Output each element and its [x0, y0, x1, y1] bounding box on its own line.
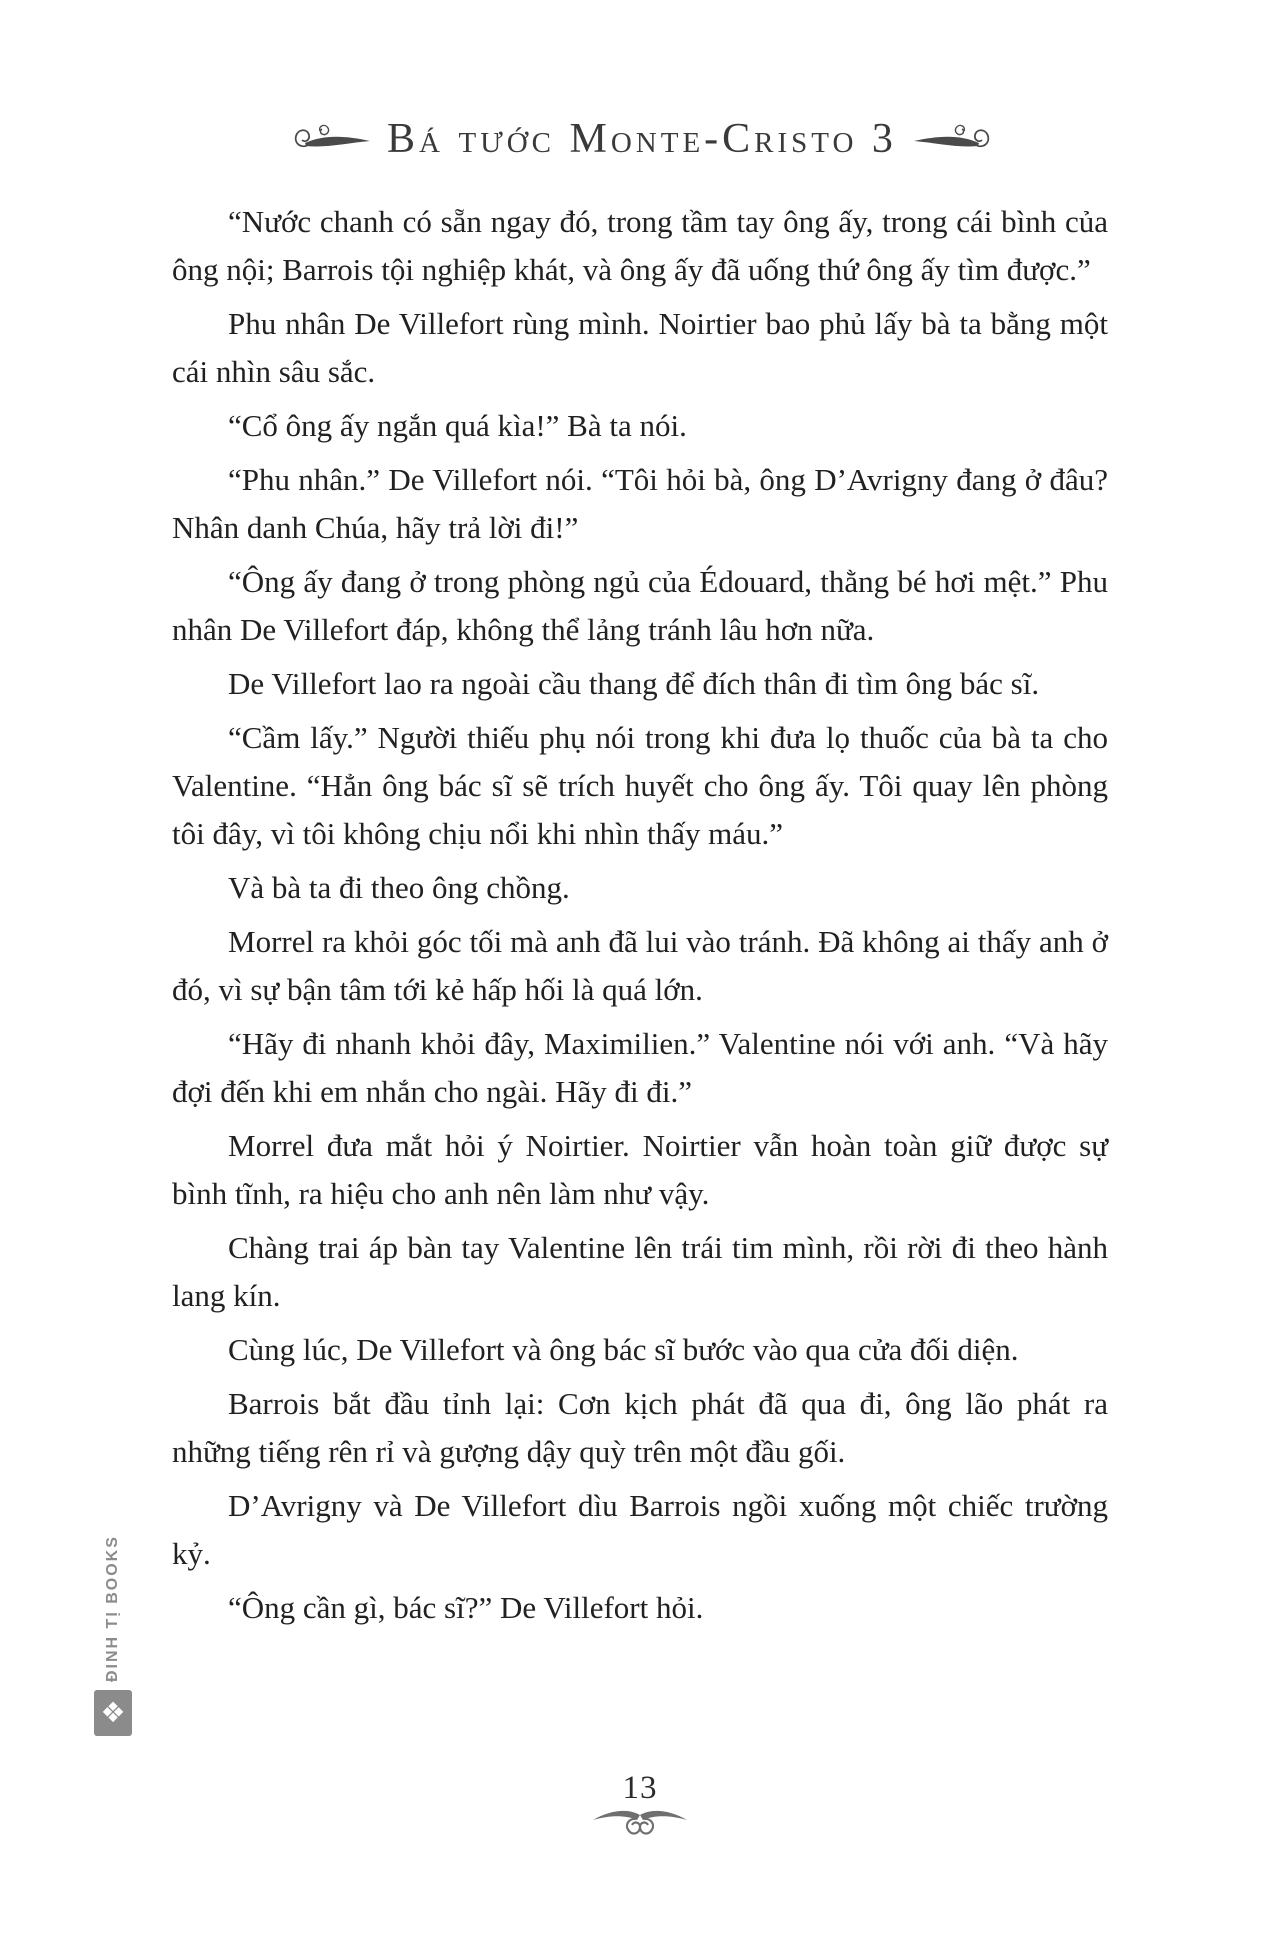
paragraph: Cùng lúc, De Villefort và ông bác sĩ bước vào qua cửa đối diện. [228, 1332, 1019, 1367]
paragraph: Morrel đưa mắt hỏi ý Noirtier. Noirtier vẫn hoàn toàn giữ được sự bình tĩnh, ra hiệu cho anh nên làm như vậy. [172, 1128, 1108, 1211]
paragraph: “Hãy đi nhanh khỏi đây, Maximilien.” Valentine nói với anh. “Và hãy đợi đến khi em nhắn cho ngài. Hãy đi đi.” [172, 1026, 1108, 1109]
publisher-logo-icon [94, 1690, 132, 1736]
paragraph: “Cổ ông ấy ngắn quá kìa!” Bà ta nói. [228, 408, 687, 443]
paragraph: “Phu nhân.” De Villefort nói. “Tôi hỏi bà, ông D’Avrigny đang ở đâu? Nhân danh Chúa, hãy trả lời đi!” [172, 462, 1108, 545]
book-title: Bá tước Monte-Cristo 3 [387, 116, 897, 162]
page-body-text [172, 198, 1108, 1638]
footer-ornament-icon [590, 1806, 690, 1838]
paragraph: Morrel ra khỏi góc tối mà anh đã lui vào tránh. Đã không ai thấy anh ở đó, vì sự bận tâm tới kẻ hấp hối là quá lớn. [172, 924, 1108, 1007]
header-flourish-left-icon [293, 122, 371, 156]
paragraph: “Nước chanh có sẵn ngay đó, trong tầm tay ông ấy, trong cái bình của ông nội; Barrois tội nghiệp khát, và ông ấy đã uống thứ ông ấy tìm được.” [172, 204, 1108, 287]
paragraph: Và bà ta đi theo ông chồng. [228, 870, 570, 905]
publisher-mark [88, 1535, 138, 1736]
paragraph: Chàng trai áp bàn tay Valentine lên trái tim mình, rồi rời đi theo hành lang kín. [172, 1230, 1108, 1313]
running-header [0, 116, 1284, 162]
paragraph: D’Avrigny và De Villefort dìu Barrois ngồi xuống một chiếc trường kỷ. [172, 1488, 1108, 1571]
paragraph: “Cầm lấy.” Người thiếu phụ nói trong khi đưa lọ thuốc của bà ta cho Valentine. “Hẳn ông bác sĩ sẽ trích huyết cho ông ấy. Tôi quay lên phòng tôi đây, vì tôi không chịu nổi khi nhìn thấy máu.” [172, 720, 1108, 851]
diamond-logo-glyph: ❖ [100, 1696, 126, 1729]
paragraph: Barrois bắt đầu tỉnh lại: Cơn kịch phát đã qua đi, ông lão phát ra những tiếng rên rỉ và gượng dậy quỳ trên một đầu gối. [172, 1386, 1108, 1469]
paragraph: “Ông ấy đang ở trong phòng ngủ của Édouard, thằng bé hơi mệt.” Phu nhân De Villefort đáp, không thể lảng tránh lâu hơn nữa. [172, 564, 1108, 647]
page-number: 13 [622, 1770, 658, 1806]
publisher-name: ĐINH TỊ BOOKS [104, 1535, 121, 1682]
paragraph: Phu nhân De Villefort rùng mình. Noirtier bao phủ lấy bà ta bằng một cái nhìn sâu sắc. [172, 306, 1108, 389]
page-footer [172, 1770, 1108, 1843]
header-flourish-right-icon [913, 122, 991, 156]
paragraph: “Ông cần gì, bác sĩ?” De Villefort hỏi. [228, 1590, 704, 1625]
paragraph: De Villefort lao ra ngoài cầu thang để đích thân đi tìm ông bác sĩ. [228, 666, 1040, 701]
